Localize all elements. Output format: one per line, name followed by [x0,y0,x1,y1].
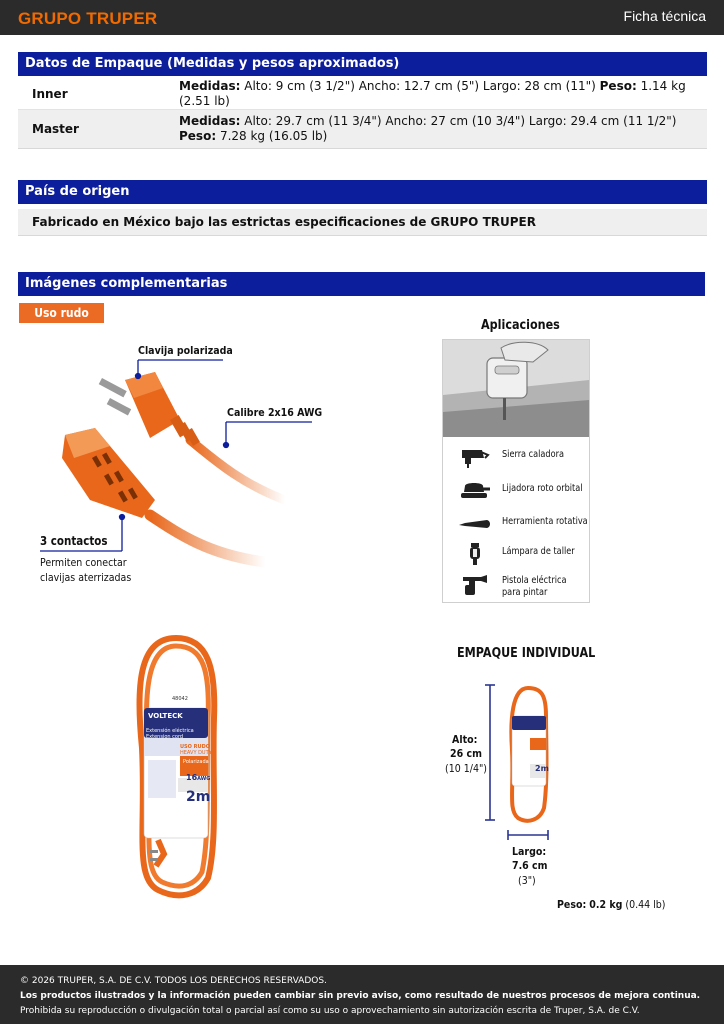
application-label-line2: para pintar [502,587,548,598]
application-label: Sierra caladora [502,449,564,460]
footer [0,965,724,1024]
gauge-unit: AWG [197,776,211,782]
small-label-length: 2m [535,764,549,773]
peso-label: Peso: [179,129,217,143]
label-heavy-duty: HEAVY DUTY [180,750,212,756]
callout-clavija-polarizada: Clavija polarizada [138,344,233,357]
alto-label: Alto: [452,733,478,746]
sander-icon [457,480,493,502]
work-lamp-icon [457,543,493,565]
row-label-master: Master [18,110,165,149]
individual-package-diagram [484,680,564,850]
applications-title: Aplicaciones [481,318,560,333]
truper-logo[interactable]: GRUPO TRUPER [18,9,158,28]
table-row [18,110,707,149]
application-label: Lijadora roto orbital [502,483,583,494]
row-value-master [165,110,707,149]
application-item [443,477,589,503]
medidas-label: Medidas: [179,79,241,93]
medidas-value: Alto: 29.7 cm (11 3/4") Ancho: 27 cm (10 3/4") Largo: 29.4 cm (11 1/2") [244,114,677,128]
peso-value: 7.28 kg (16.05 lb) [219,129,328,143]
label-polarizada: Polarizada [183,759,209,765]
gauge-value: 16 [186,773,198,782]
applications-panel [442,339,590,603]
table-row [18,79,707,110]
callout-contacts-sub1: Permiten conectar [40,556,127,569]
product-code: 48042 [172,696,188,702]
peso-individual [557,898,666,911]
row-label-inner: Inner [18,79,165,110]
application-label: Herramienta rotativa [502,516,588,527]
largo-label: Largo: [512,845,547,858]
application-label: Pistola eléctrica [502,575,567,586]
footer-copyright: © 2026 TRUPER, S.A. DE C.V. TODOS LOS DERECHOS RESERVADOS. [20,976,327,986]
packaging-table [18,79,707,149]
medidas-label: Medidas: [179,114,241,128]
footer-legal: Prohibida su reproducción o divulgación total o parcial así como su uso o aprovechamiento sin autorización escrita de Truper, S.A. de C.V. [20,1006,640,1016]
medidas-value: Alto: 9 cm (3 1/2") Ancho: 12.7 cm (5") Largo: 28 cm (11") [244,79,596,93]
top-header-bar [0,0,724,35]
peso-label: Peso: [599,79,637,93]
application-item [443,569,589,601]
origin-text: Fabricado en México bajo las estrictas especificaciones de GRUPO TRUPER [18,209,707,236]
origin-section-title: País de origen [18,180,707,204]
uso-rudo-badge: Uso rudo [19,303,104,323]
packaging-section-title: Datos de Empaque (Medidas y pesos aproximados) [18,52,707,76]
peso-individual-lb: (0.44 lb) [625,898,666,911]
application-item [443,540,589,566]
peso-value: 1.14 kg (2.51 lb) [179,79,686,108]
coiled-cord-product-image [128,628,224,906]
label-extension-es: Extensión eléctrica [146,728,194,734]
row-value-inner [165,79,707,110]
jigsaw-usage-photo [443,340,589,437]
alto-in: (10 1/4") [445,762,488,775]
label-uso-rudo: USO RUDO [180,744,210,750]
footer-notice: Los productos ilustrados y la información pueden cambiar sin previo aviso, como resultado de nuestros procesos de mejora continua. [20,991,701,1001]
largo-in: (3") [518,874,536,887]
application-item [443,510,589,536]
label-gauge [186,773,210,782]
application-label: Lámpara de taller [502,546,575,557]
volteck-brand-logo: VOLTECK [148,712,183,720]
callout-contacts-sub2: clavijas aterrizadas [40,571,132,584]
images-section-title: Imágenes complementarias [18,272,705,296]
jigsaw-icon [457,446,493,468]
individual-packaging-title: EMPAQUE INDIVIDUAL [457,646,596,661]
peso-individual-label: Peso: [557,898,587,911]
callout-3-contactos: 3 contactos [40,534,108,548]
paint-gun-icon [457,572,493,596]
application-item [443,443,589,469]
label-length: 2m [186,789,211,805]
callout-calibre: Calibre 2x16 AWG [227,406,323,419]
peso-individual-kg: 0.2 kg [589,898,623,911]
label-extension-en: Extension cord [146,734,184,740]
alto-cm: 26 cm [450,747,482,760]
header-ficha-tecnica-label: Ficha técnica [623,8,706,24]
rotary-tool-icon [457,513,493,535]
largo-cm: 7.6 cm [512,859,548,872]
